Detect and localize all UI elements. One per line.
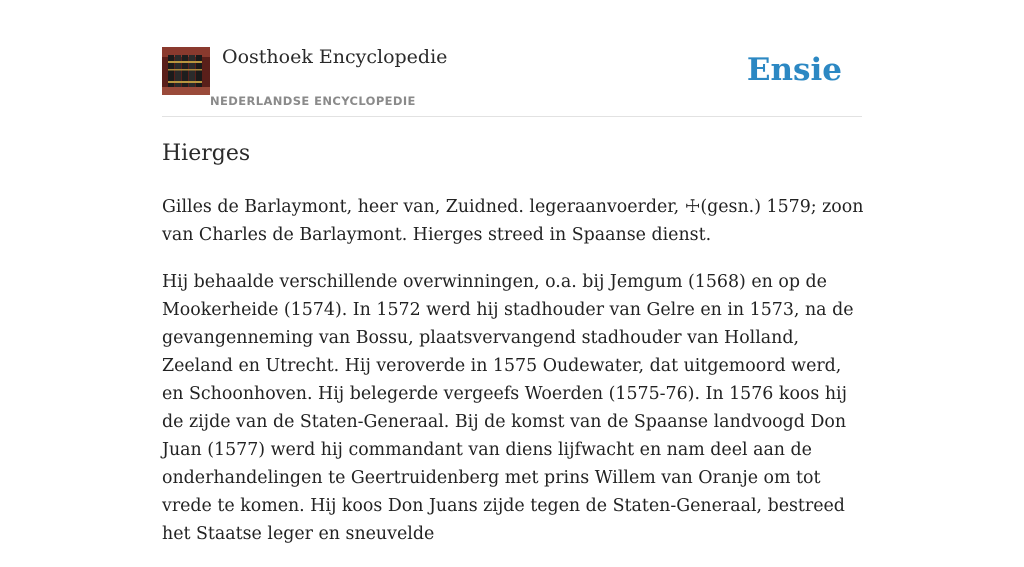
article-paragraph-1: Gilles de Barlaymont, heer van, Zuidned. legeraanvoerder, ☩(gesn.) 1579; zoon van Charles de Barlaymont. Hierges streed in Spaanse dienst. [162,197,864,245]
ensie-logo-link[interactable]: Ensie [746,52,842,88]
site-header [162,46,862,117]
books-image [162,47,210,95]
article-paragraph-2: Hij behaalde verschillende overwinningen, o.a. bij Jemgum (1568) en op de Mookerheide (1574). In 1572 werd hij stadhouder van Gelre en in 1573, na de gevangenneming van Bossu, plaatsvervangend stadhouder van Holland, Zeeland en Utrecht. Hij veroverde in 1575 Oudewater, dat uitgemoord werd, en Schoonhoven. Hij belegerde vergeefs Woerden (1575-76). In 1576 koos hij de zijde van de Staten-Generaal. Bij de komst van de Spaanse landvoogd Don Juan (1577) werd hij commandant van diens lijfwacht en nam deel aan de onderhandelingen te Geertruidenberg met prins Willem van Oranje om tot vrede te komen. Hij koos Don Juans zijde tegen de Staten-Generaal, bestreed het Staatse leger en sneuvelde [162,272,854,544]
article [162,139,866,567]
site-subtitle: NEDERLANDSE ENCYCLOPEDIE [210,94,416,108]
article-title: Hierges [162,141,251,166]
site-title[interactable]: Oosthoek Encyclopedie [222,46,448,68]
encyclopedia-books-icon[interactable] [162,47,210,95]
